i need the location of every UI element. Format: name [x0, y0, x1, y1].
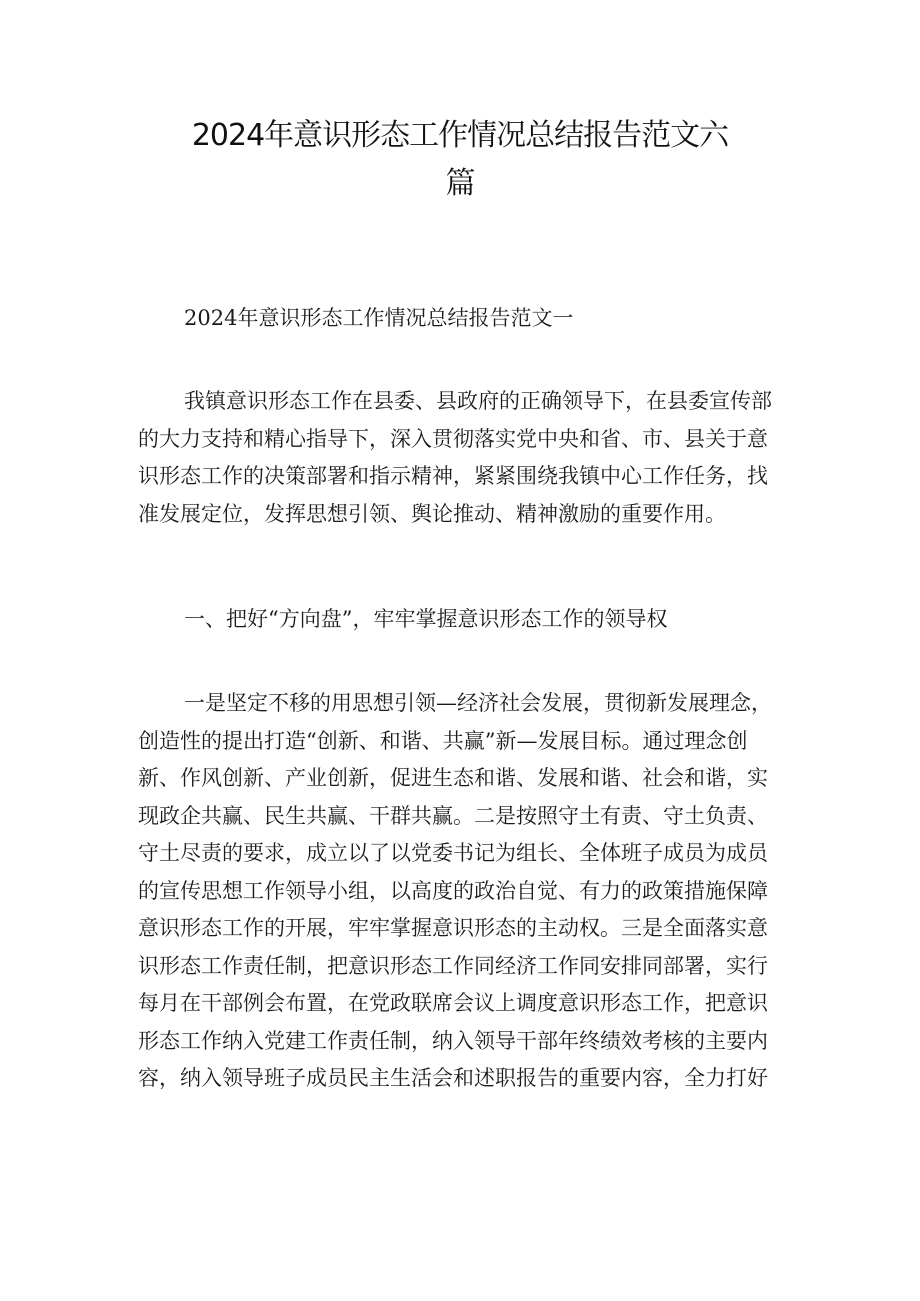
section-subtitle — [138, 300, 798, 338]
paragraph-line: 形态工作纳入党建工作责任制，纳入领导干部年终绩效考核的主要内 — [138, 1028, 768, 1053]
section-heading — [138, 601, 798, 639]
title-line: 篇 — [445, 166, 475, 201]
paragraph-line: 的宣传思想工作领导小组，以高度的政治自觉、有力的政策措施保障 — [138, 878, 768, 903]
title-line: 2024年意识形态工作情况总结报告范文六 — [191, 118, 729, 153]
intro-paragraph — [138, 383, 798, 533]
paragraph-line: 现政企共赢、民生共赢、干群共赢。二是按照守土有责、守土负责、 — [138, 803, 768, 828]
paragraph-line: 每月在干部例会布置，在党政联席会议上调度意识形态工作，把意识 — [138, 991, 768, 1015]
heading-text: 一、把好“方向盘”，牢牢掌握意识形态工作的领导权 — [184, 607, 668, 631]
paragraph-line: 容，纳入领导班子成员民主生活会和述职报告的重要内容，全力打好 — [138, 1066, 768, 1090]
paragraph-line: 守土尽责的要求，成立以了以党委书记为组长、全体班子成员为成员 — [138, 841, 768, 865]
paragraph-line: 识形态工作的决策部署和指示精神，紧紧围绕我镇中心工作任务，找 — [138, 464, 768, 488]
paragraph-line: 意识形态工作的开展，牢牢掌握意识形态的主动权。三是全面落实意 — [138, 916, 768, 940]
paragraph-line: 一是坚定不移的用思想引领—经济社会发展，贯彻新发展理念， — [184, 691, 772, 715]
paragraph-line: 识形态工作责任制，把意识形态工作同经济工作同安排同部署，实行 — [138, 953, 768, 978]
paragraph-line: 准发展定位，发挥思想引领、舆论推动、精神激励的重要作用。 — [138, 501, 726, 526]
paragraph-line: 创造性的提出打造“创新、和谐、共赢”新—发展目标。通过理念创 — [138, 728, 748, 753]
subtitle-text: 2024年意识形态工作情况总结报告范文一 — [184, 306, 574, 330]
body-paragraph — [138, 685, 798, 1098]
paragraph-line: 的大力支持和精心指导下，深入贯彻落实党中央和省、市、县关于意 — [138, 426, 768, 451]
document-title — [140, 112, 780, 208]
paragraph-line: 我镇意识形态工作在县委、县政府的正确领导下，在县委宣传部 — [184, 389, 772, 413]
paragraph-line: 新、作风创新、产业创新，促进生态和谐、发展和谐、社会和谐，实 — [138, 766, 768, 790]
